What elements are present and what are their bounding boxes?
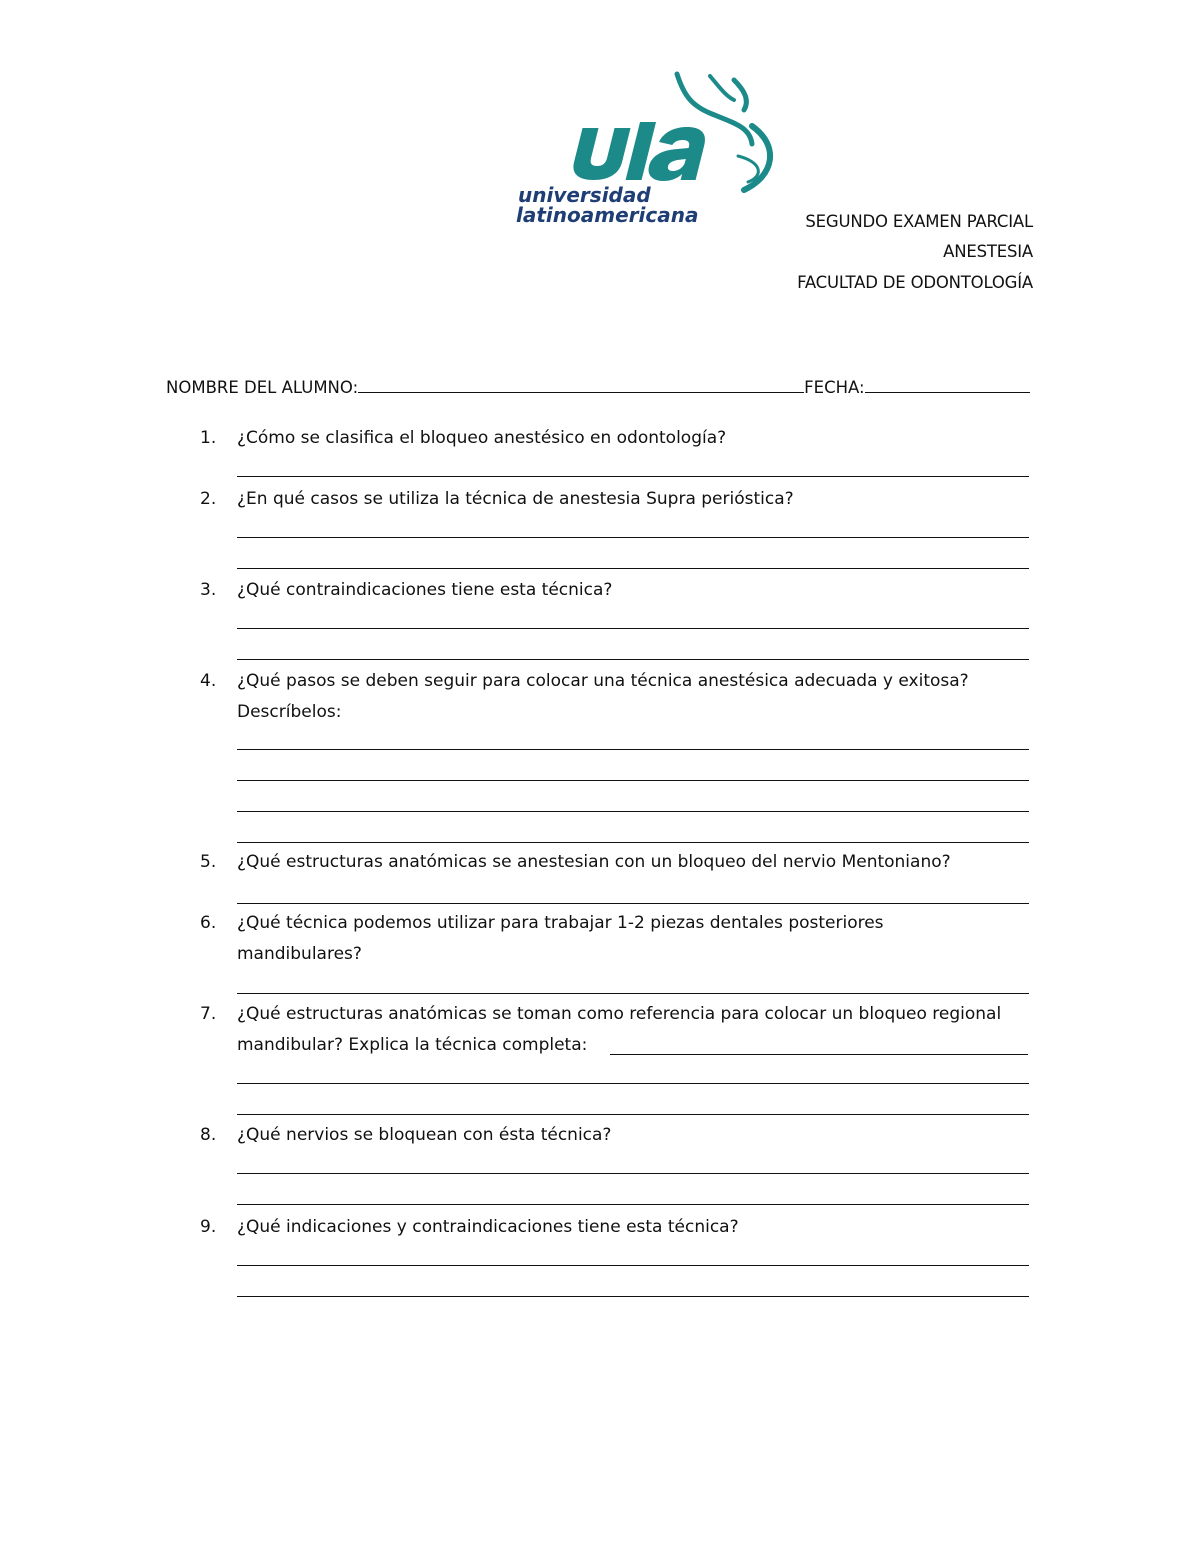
answer-line[interactable] <box>237 1265 1029 1266</box>
question-text: ¿Qué contraindicaciones tiene esta técnica? <box>237 580 613 600</box>
question-number: 1. <box>200 428 217 448</box>
question-number: 5. <box>200 852 217 872</box>
question-text: ¿Qué pasos se deben seguir para colocar una técnica anestésica adecuada y exitosa? <box>237 671 969 691</box>
university-logo <box>512 66 784 230</box>
answer-line[interactable] <box>237 1204 1029 1205</box>
question-text: ¿Qué nervios se bloquean con ésta técnica? <box>237 1125 612 1145</box>
answer-line[interactable] <box>237 1296 1029 1297</box>
logo-line2: latinoamericana <box>516 203 699 227</box>
answer-line[interactable] <box>237 1083 1029 1084</box>
date-field[interactable] <box>865 378 1030 393</box>
answer-line[interactable] <box>237 811 1029 812</box>
question-text: mandibulares? <box>237 943 362 964</box>
question-text: ¿Qué estructuras anatómicas se toman como referencia para colocar un bloqueo regional <box>237 1004 1002 1024</box>
answer-line[interactable] <box>237 1114 1029 1115</box>
student-info-row <box>166 378 1030 397</box>
question-text: mandibular? Explica la técnica completa: <box>237 1034 588 1055</box>
question-number: 4. <box>200 671 217 691</box>
question-text: Descríbelos: <box>237 701 342 722</box>
answer-line[interactable] <box>610 1054 1028 1055</box>
question-number: 9. <box>200 1217 217 1237</box>
logo-line1: universidad <box>518 183 651 207</box>
student-name-label: NOMBRE DEL ALUMNO: <box>166 378 359 397</box>
question-text: ¿Cómo se clasifica el bloqueo anestésico en odontología? <box>237 428 727 448</box>
question-text: ¿Qué estructuras anatómicas se anestesian con un bloqueo del nervio Mentoniano? <box>237 852 951 872</box>
question-number: 7. <box>200 1004 217 1024</box>
answer-line[interactable] <box>237 780 1029 781</box>
question-number: 3. <box>200 580 217 600</box>
question-text: ¿Qué técnica podemos utilizar para trabajar 1-2 piezas dentales posteriores <box>237 913 884 933</box>
answer-line[interactable] <box>237 659 1029 660</box>
answer-line[interactable] <box>237 903 1029 904</box>
answer-line[interactable] <box>237 842 1029 843</box>
faculty-title: FACULTAD DE ODONTOLOGÍA <box>797 273 1033 292</box>
answer-line[interactable] <box>237 568 1029 569</box>
date-label: FECHA: <box>804 378 865 397</box>
question-number: 8. <box>200 1125 217 1145</box>
subject-title: ANESTESIA <box>943 242 1033 261</box>
answer-line[interactable] <box>237 537 1029 538</box>
question-number: 2. <box>200 489 217 509</box>
answer-line[interactable] <box>237 749 1029 750</box>
student-name-field[interactable] <box>358 378 804 393</box>
question-text: ¿Qué indicaciones y contraindicaciones tiene esta técnica? <box>237 1217 739 1237</box>
exam-title: SEGUNDO EXAMEN PARCIAL <box>805 212 1033 231</box>
question-text: ¿En qué casos se utiliza la técnica de anestesia Supra perióstica? <box>237 489 794 509</box>
answer-line[interactable] <box>237 1173 1029 1174</box>
answer-line[interactable] <box>237 628 1029 629</box>
answer-line[interactable] <box>237 993 1029 994</box>
question-number: 6. <box>200 913 217 933</box>
answer-line[interactable] <box>237 476 1029 477</box>
